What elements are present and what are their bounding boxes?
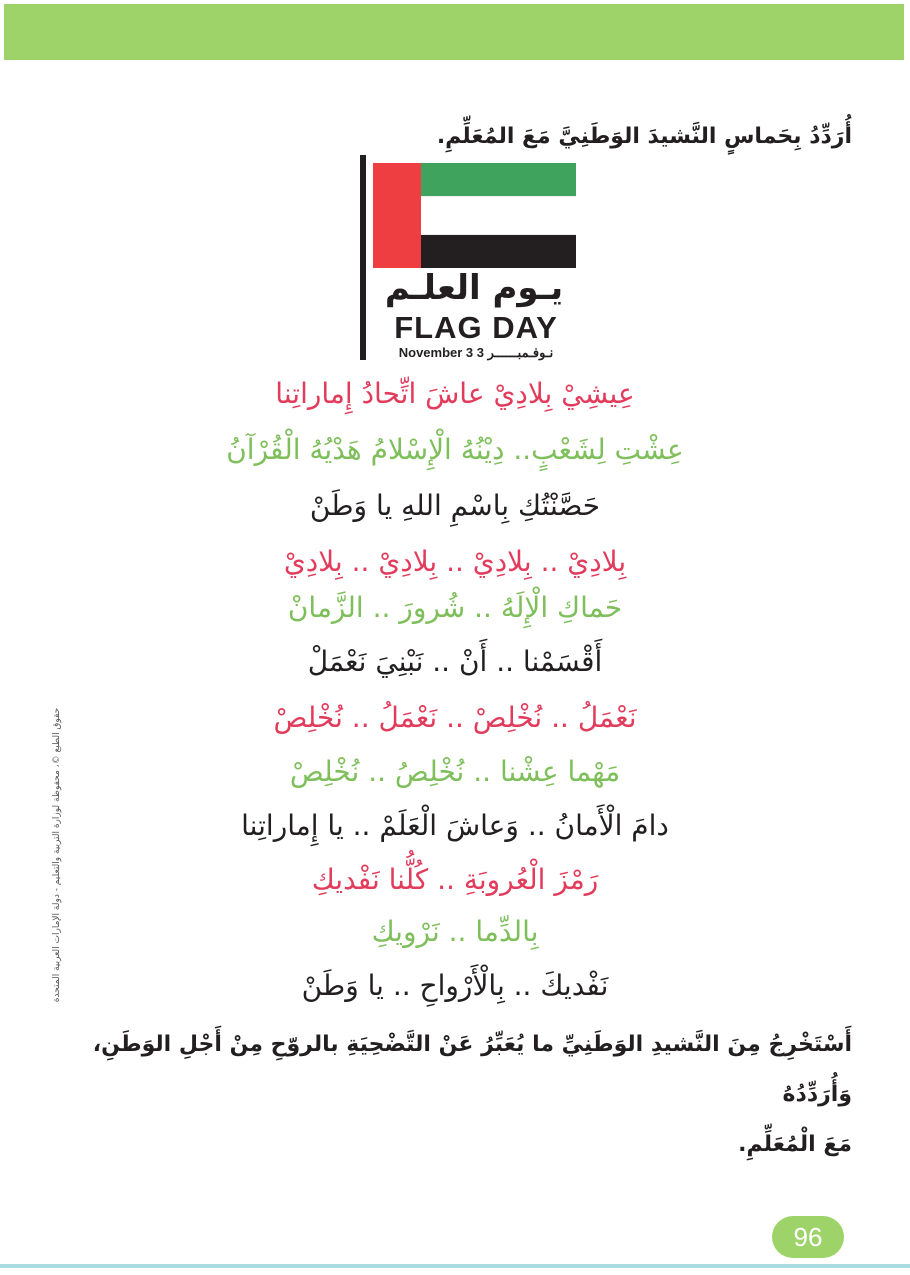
flag-white-stripe bbox=[421, 196, 576, 235]
anthem-line: أَقْسَمْنا .. أَنْ .. نَبْنِيَ نَعْمَلْ bbox=[307, 645, 603, 678]
flag-day-title-arabic: يـوم العلـم bbox=[384, 268, 564, 308]
anthem-line: رَمْزَ الْعُروبَةِ .. كُلُّنا نَفْديكِ bbox=[311, 863, 599, 896]
anthem-line: بِالدِّما .. نَرْويكِ bbox=[371, 915, 539, 948]
flag-black-stripe bbox=[421, 235, 576, 268]
anthem-line: بِلادِيْ .. بِلادِيْ .. بِلادِيْ .. بِلادِيْ bbox=[283, 545, 627, 578]
flag-pole bbox=[360, 155, 366, 360]
flag-red-band bbox=[373, 163, 421, 268]
instruction-footer-line2: مَعَ الْمُعَلِّمِ. bbox=[738, 1132, 852, 1157]
bottom-border-line bbox=[0, 1264, 910, 1268]
flag-green-stripe bbox=[421, 163, 576, 196]
page-number-badge: 96 bbox=[772, 1216, 844, 1258]
top-header-band bbox=[4, 4, 904, 60]
anthem-line: عِيشِيْ بِلادِيْ عاشَ اتِّحادُ إِماراتِنا bbox=[275, 377, 635, 410]
instruction-footer bbox=[52, 1020, 852, 1170]
flag-day-date: November 3 نـوفـمبــــــر 3 bbox=[398, 345, 554, 360]
anthem-line: دامَ الْأَمانُ .. وَعاشَ الْعَلَمْ .. يا إِماراتِنا bbox=[241, 809, 669, 842]
anthem-line: عِشْتِ لِشَعْبٍ.. دِيْنُهُ الْإِسْلامُ هَدْيُهُ الْقُرْآنُ bbox=[226, 433, 684, 466]
anthem-line: حَصَّنْتُكِ بِاسْمِ اللهِ يا وَطَنْ bbox=[309, 489, 601, 522]
instruction-heading: أُرَدِّدُ بِحَماسٍ النَّشيدَ الوَطَنِيَّ مَعَ المُعَلِّمِ. bbox=[436, 124, 852, 149]
anthem-line: حَماكِ الْإِلَهُ .. شُرورَ .. الزَّمانْ bbox=[287, 591, 623, 624]
anthem-line: نَعْمَلُ .. نُخْلِصْ .. نَعْمَلُ .. نُخْلِصْ bbox=[273, 701, 637, 734]
instruction-footer-line1: أَسْتَخْرِجُ مِنَ النَّشيدِ الوَطَنِيِّ ما يُعَبِّرُ عَنْ التَّضْحِيَةِ بالروّحِ مِنْ أَجْلِ الوَطَنِ، وَأُرَدِّدُهُ bbox=[92, 1032, 852, 1107]
anthem-line: مَهْما عِشْنا .. نُخْلِصُ .. نُخْلِصْ bbox=[289, 755, 621, 788]
anthem-line: نَفْديكَ .. بِالْأَرْواحِ .. يا وَطَنْ bbox=[301, 969, 609, 1002]
copyright-side-note: حقوق الطبع ©، محفوظة لوزارة التربية والتعليم - دولة الإمارات العربية المتحدة bbox=[52, 707, 62, 1003]
flag-day-title-english: FLAG DAY bbox=[394, 310, 558, 345]
flag-day-logo bbox=[360, 155, 590, 365]
